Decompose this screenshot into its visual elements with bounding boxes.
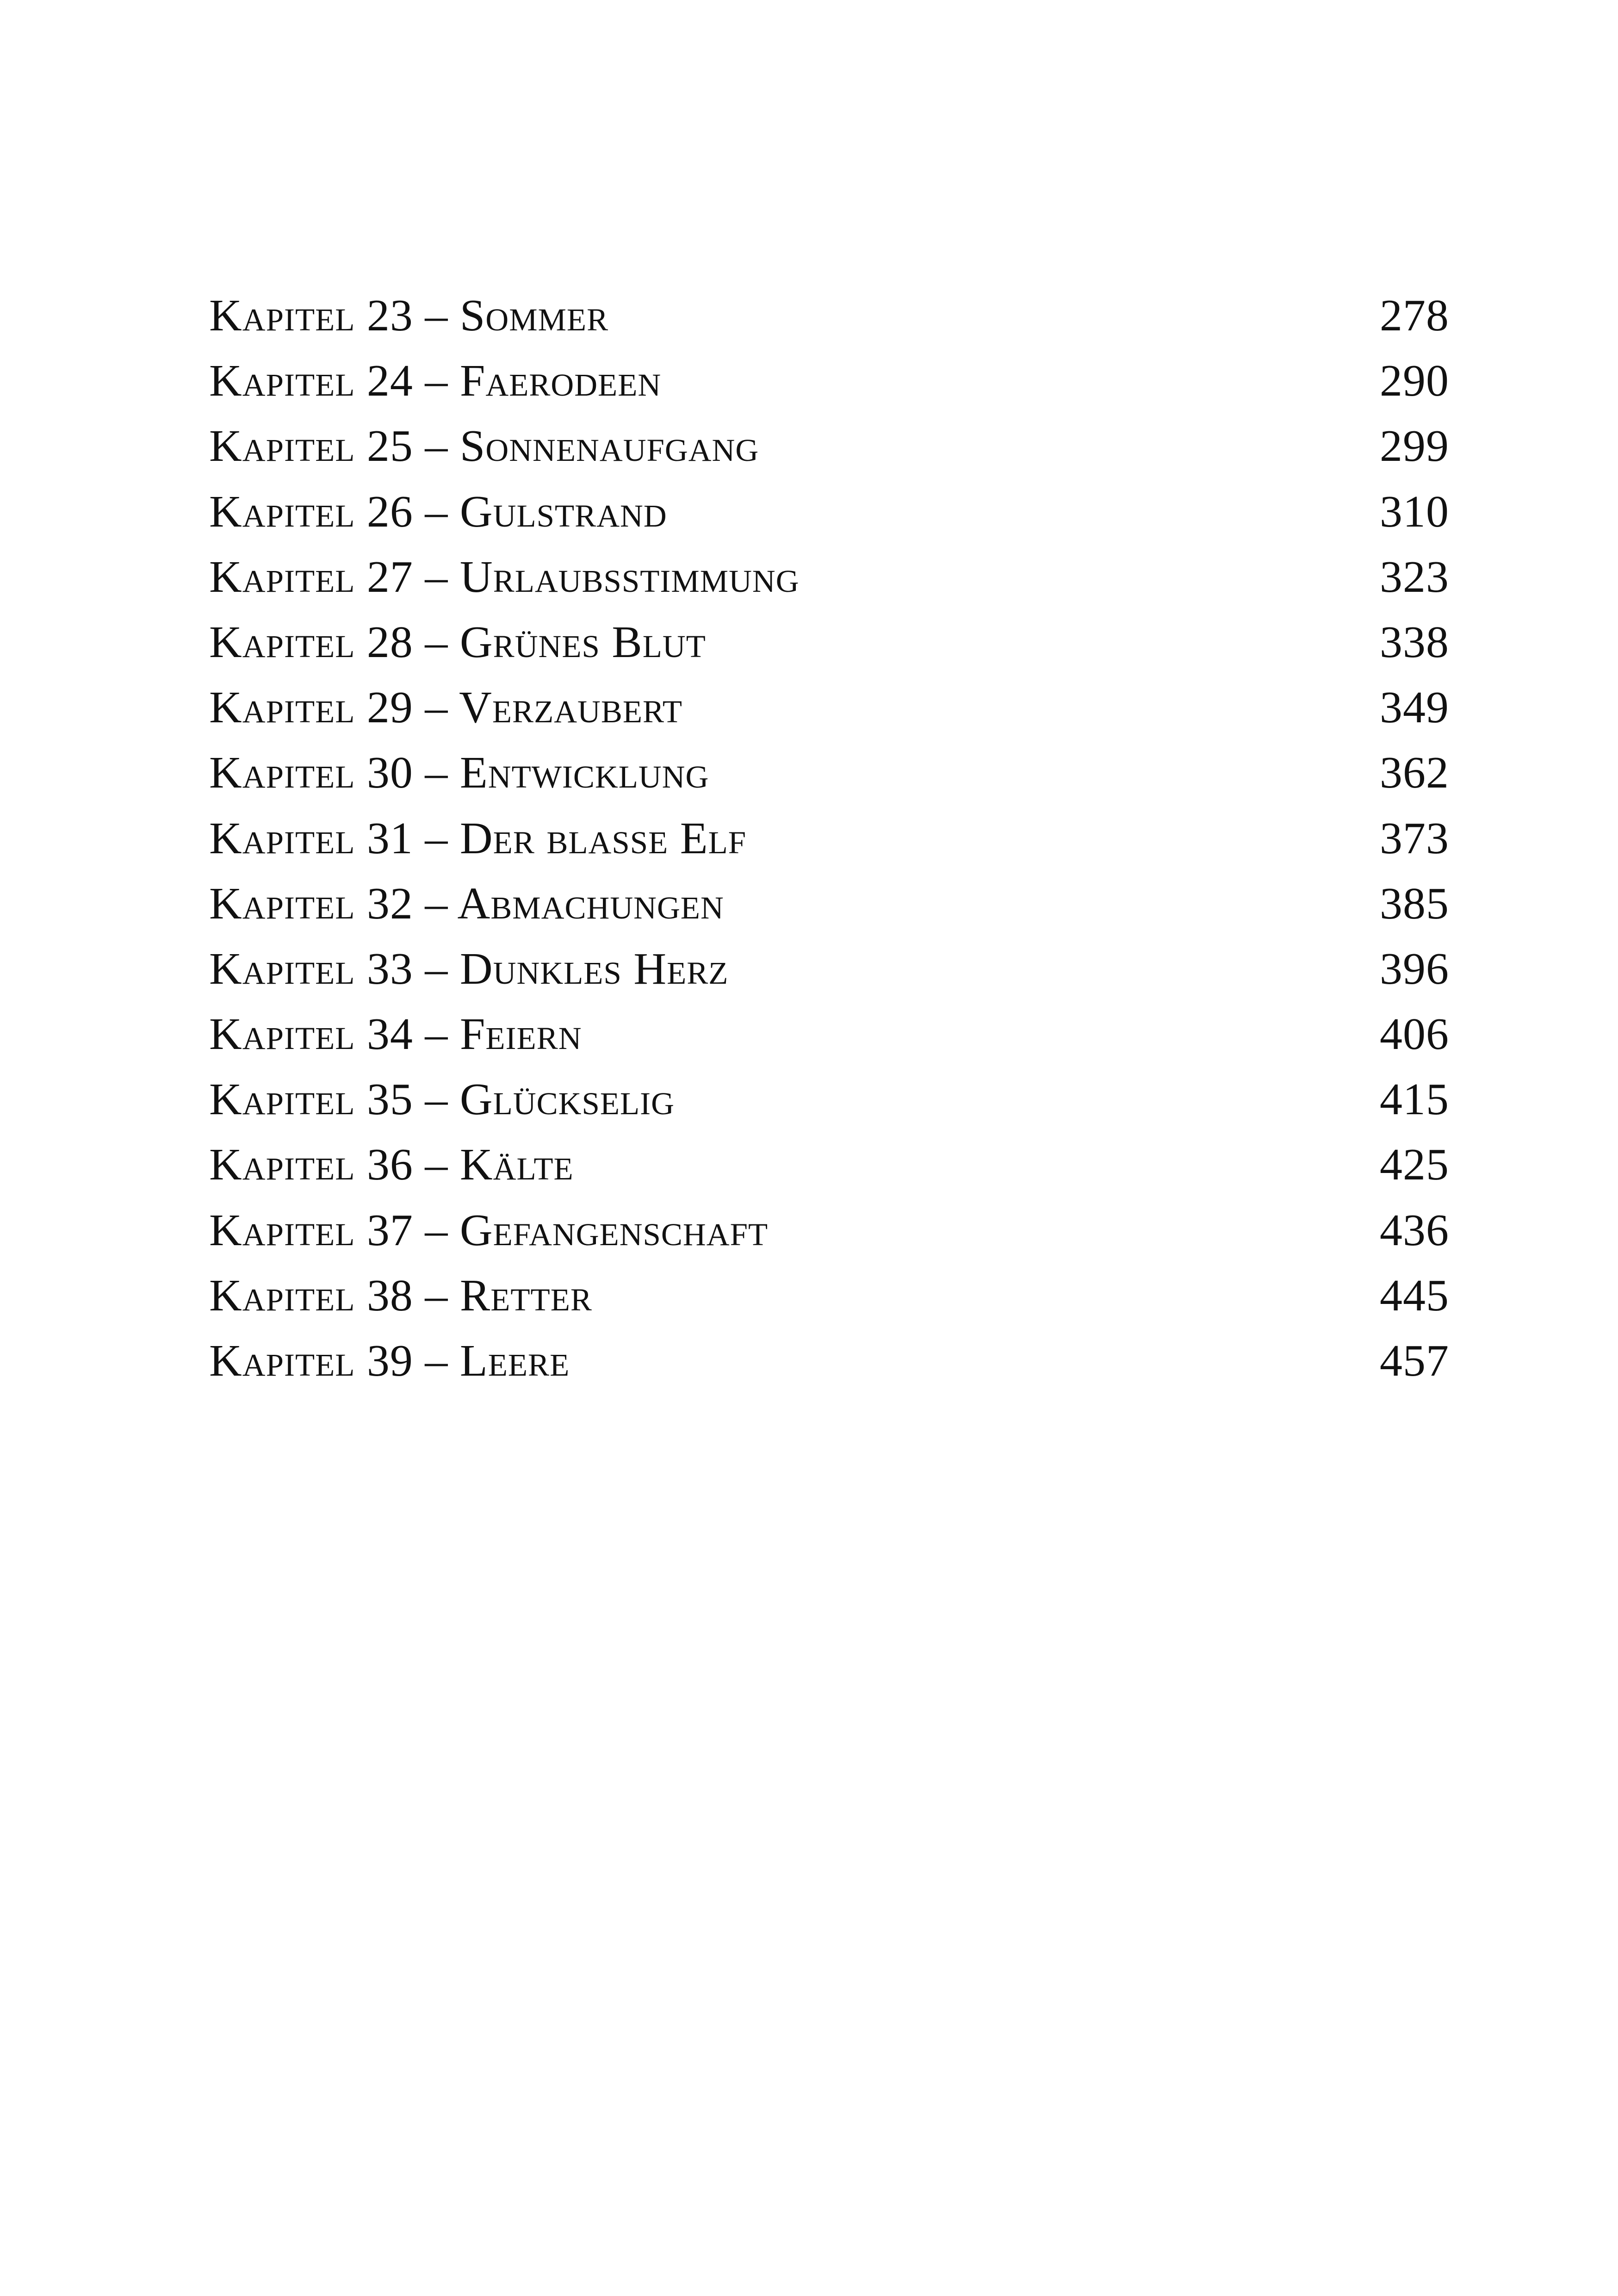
toc-entry-title: Kapitel 24 – Faerodeen: [209, 356, 662, 406]
toc-entry-kapitel-37: [209, 1198, 1449, 1263]
toc-entry-title: Kapitel 36 – Kälte: [209, 1140, 574, 1190]
toc-entry-kapitel-24: [209, 348, 1449, 414]
toc-entry-page: 425: [1380, 1140, 1449, 1190]
toc-entry-title: Kapitel 26 – Gulstrand: [209, 486, 667, 537]
toc-entry-page: 415: [1380, 1074, 1449, 1125]
toc-entry-title: Kapitel 38 – Retter: [209, 1270, 592, 1321]
toc-entry-kapitel-34: [209, 1002, 1449, 1067]
toc-entry-kapitel-33: [209, 937, 1449, 1002]
toc-entry-kapitel-25: [209, 414, 1449, 479]
toc-entry-title: Kapitel 31 – Der blasse Elf: [209, 813, 747, 863]
toc-entry-page: 406: [1380, 1009, 1449, 1060]
toc-entry-kapitel-36: [209, 1132, 1449, 1198]
toc-entry-kapitel-30: [209, 740, 1449, 806]
toc-entry-kapitel-29: [209, 675, 1449, 740]
toc-entry-page: 278: [1380, 291, 1449, 341]
toc-entry-kapitel-27: [209, 545, 1449, 610]
toc-entry-title: Kapitel 30 – Entwicklung: [209, 748, 709, 798]
toc-entry-kapitel-26: [209, 479, 1449, 545]
toc-entry-page: 310: [1380, 486, 1449, 537]
toc-entry-page: 445: [1380, 1270, 1449, 1321]
toc-entry-page: 373: [1380, 813, 1449, 863]
toc-entry-title: Kapitel 27 – Urlaubsstimmung: [209, 552, 800, 602]
toc-entry-page: 396: [1380, 943, 1449, 994]
toc-entry-page: 299: [1380, 421, 1449, 472]
toc-entry-page: 349: [1380, 683, 1449, 733]
toc-entry-title: Kapitel 23 – Sommer: [209, 291, 609, 341]
toc-entry-kapitel-39: [209, 1328, 1449, 1394]
toc-entry-page: 457: [1380, 1336, 1449, 1386]
toc-entry-title: Kapitel 28 – Grünes Blut: [209, 617, 706, 667]
toc-entry-kapitel-23: [209, 283, 1449, 348]
toc-entry-kapitel-32: [209, 871, 1449, 937]
toc-entry-page: 323: [1380, 552, 1449, 602]
toc-entry-title: Kapitel 37 – Gefangenschaft: [209, 1205, 769, 1255]
toc-entry-page: 338: [1380, 617, 1449, 667]
toc-entry-title: Kapitel 34 – Feiern: [209, 1009, 582, 1060]
toc-entry-kapitel-31: [209, 806, 1449, 871]
toc-entry-page: 290: [1380, 356, 1449, 406]
toc-entry-kapitel-35: [209, 1067, 1449, 1132]
toc-entry-page: 362: [1380, 748, 1449, 798]
toc-entry-kapitel-28: [209, 610, 1449, 675]
toc-entry-title: Kapitel 32 – Abmachungen: [209, 878, 724, 929]
toc-entry-page: 436: [1380, 1205, 1449, 1255]
toc-entry-kapitel-38: [209, 1263, 1449, 1328]
toc-entry-title: Kapitel 35 – Glückselig: [209, 1074, 675, 1125]
toc-entry-title: Kapitel 25 – Sonnenaufgang: [209, 421, 759, 472]
toc-entry-title: Kapitel 29 – Verzaubert: [209, 683, 683, 733]
toc-entry-title: Kapitel 33 – Dunkles Herz: [209, 943, 729, 994]
toc-entry-title: Kapitel 39 – Leere: [209, 1336, 570, 1386]
toc-entry-page: 385: [1380, 878, 1449, 929]
table-of-contents: [209, 283, 1449, 1394]
